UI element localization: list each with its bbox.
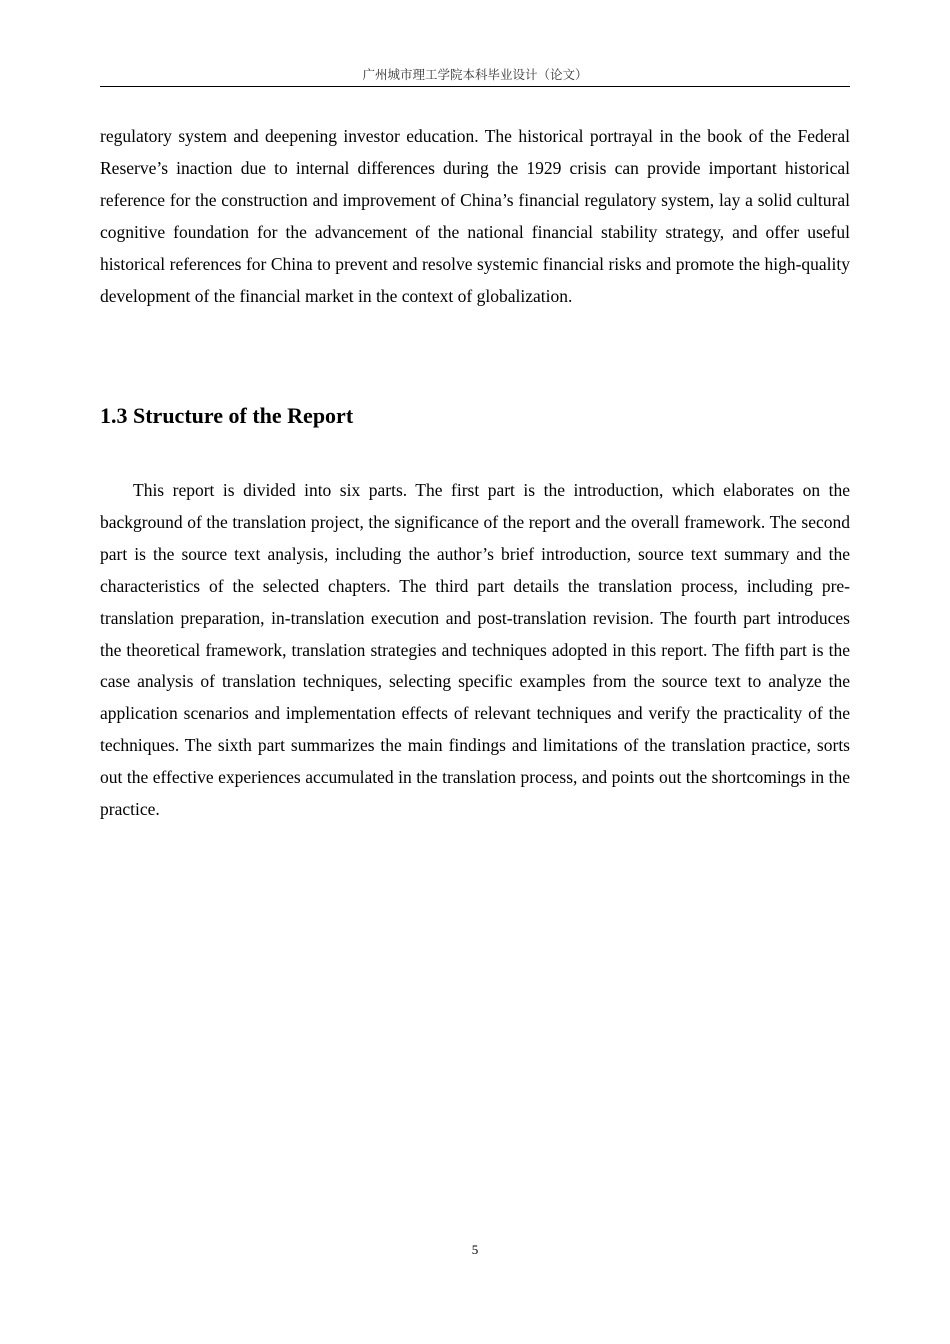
section-heading: 1.3 Structure of the Report [100, 403, 354, 428]
structure-paragraph: This report is divided into six parts. The first part is the introduction, which elaborates on the background of the translation project, the significance of the report and the overall framework. The second part is the source text analysis, including the author’s brief introduction, source text summary and the characteristics of the selected chapters. The third part details the translation process, including pre-translation preparation, in-translation execution and post-translation revision. The fourth part introduces the theoretical framework, translation strategies and techniques adopted in this report. The fifth part is the case analysis of translation techniques, selecting specific examples from the source text to analyze the application scenarios and implementation effects of relevant techniques and verify the practicality of the techniques. The sixth part summarizes the main findings and limitations of the translation practice, sorts out the effective experiences accumulated in the translation process, and points out the shortcomings in the practice. [100, 480, 850, 820]
page-number: 5 [471, 1242, 479, 1257]
page-header: 广州城市理工学院本科毕业设计（论文） [100, 66, 850, 87]
continued-paragraph: regulatory system and deepening investor education. The historical portrayal in the book of the Federal Reserve’s inaction due to internal differences during the 1929 crisis can provide important historical reference for the construction and improvement of China’s financial regulatory system, lay a solid cultural cognitive foundation for the advancement of the national financial stability strategy, and offer useful historical references for China to prevent and resolve systemic financial risks and promote the high-quality development of the financial market in the context of globalization. [100, 126, 850, 306]
